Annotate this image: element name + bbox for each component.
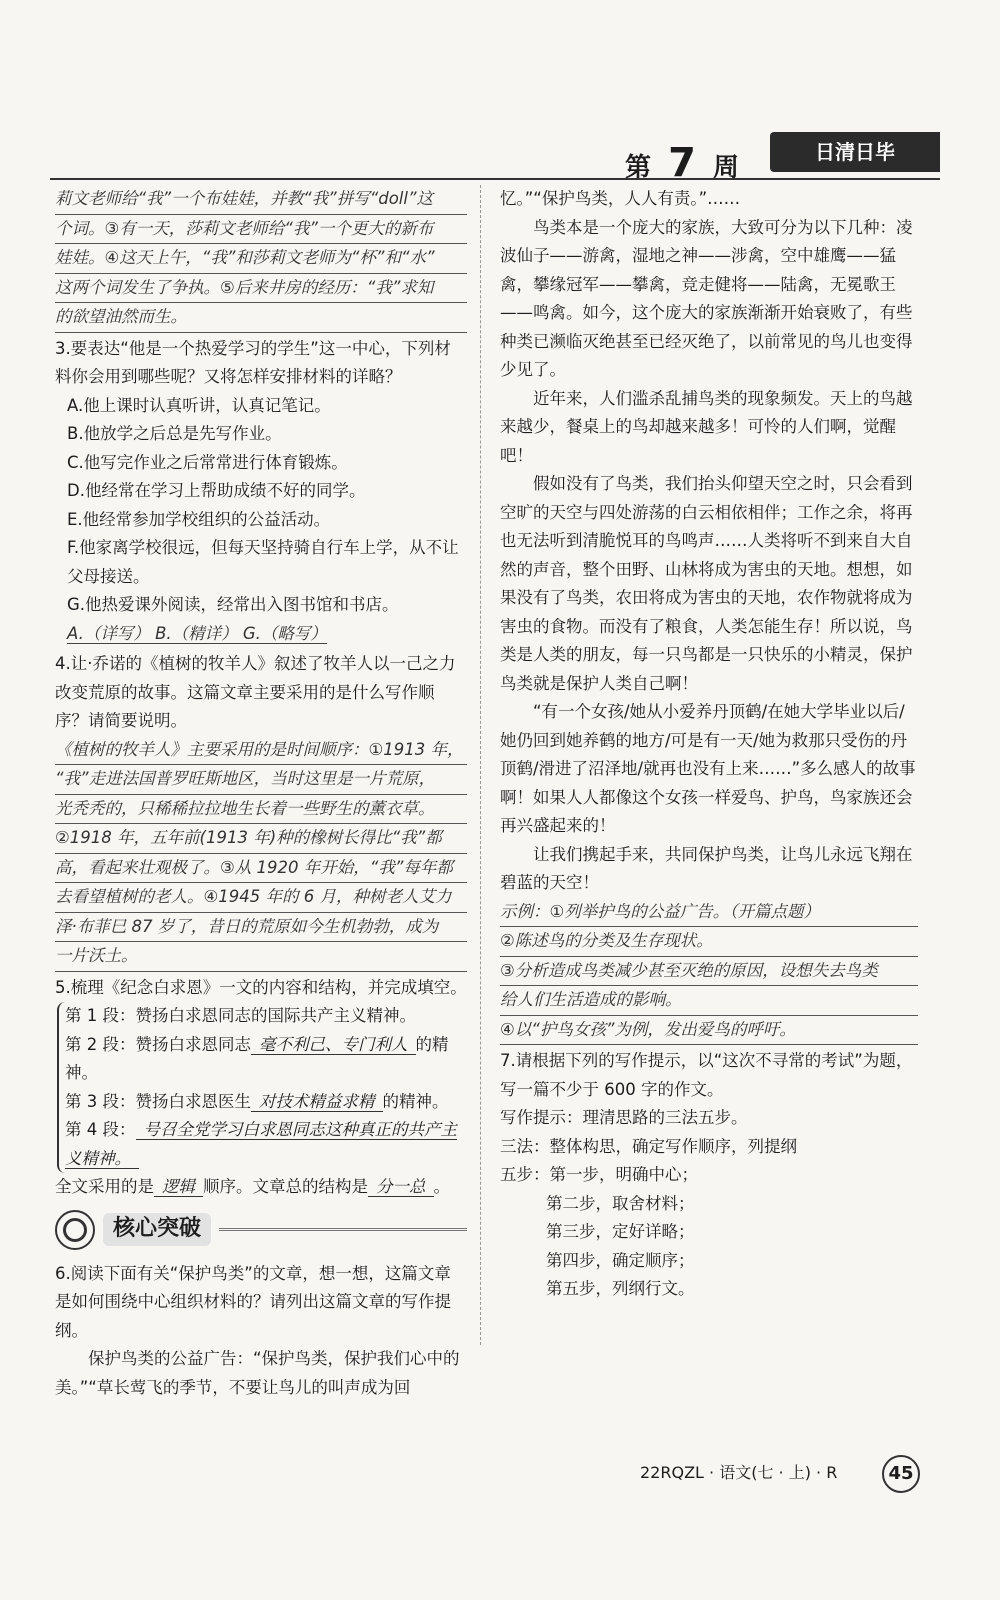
- target-icon: [55, 1210, 95, 1250]
- question-5: 5.梳理《纪念白求恩》一文的内容和结构，并完成填空。 第 1 段：赞扬白求恩同志的国际共产主义精神。 第 2 段：赞扬白求恩同志 毫不利己、专门利人 的精神。 第 3 段：赞扬白求恩医生 对技术精益求精 的精神。 第 4 段： 号召全党学习白求恩同志这种真正的共产主义精神。 全文采用的是 逻辑 顺序。文章总的结构是 分一总 。: [55, 977, 467, 1196]
- section-heading: [55, 1210, 467, 1250]
- week-header: 第 7 周: [625, 140, 743, 186]
- book-code: 22RQZL · 语文(七 · 上) · R: [640, 1463, 838, 1482]
- question-7: 7.请根据下列的写作提示，以“这次不寻常的考试”为题，写一篇不少于 600 字的作文。 写作提示：理清思路的三法五步。 三法：整体构思，确定写作顺序，列提纲 五步：第一步，明确中心； 第二步，取舍材料； 第三步，定好详略； 第四步，确定顺序； 第五步，列纲行文。: [500, 1051, 913, 1298]
- q4-answer: 《植树的牧羊人》主要采用的是时间顺序：①1913 年， “我”走进法国普罗旺斯地区，当时这里是一片荒原， 光秃秃的，只稀稀拉拉地生长着一些野生的薰衣草。 ②1918 年，五年前(1913 年)种的橡树长得比“我”都 高，看起来壮观极了。③从 1920 年开始，“我”每年都 去看望植树的老人。④1945 年的 6 月，种树老人艾力 泽·布菲巳 87 岁了，昔日的荒原如今生机勃勃，成为 一片沃土。: [55, 736, 467, 972]
- section-label: 核心突破: [103, 1213, 211, 1246]
- question-6: 6.阅读下面有关“保护鸟类”的文章，想一想，这篇文章是如何围绕中心组织材料的？请列出这篇文章的写作提纲。 保护鸟类的公益广告：“保护鸟类，保护我们心中的美。”“草长莺飞的季节，不要让鸟儿的叫声成为回: [55, 1263, 460, 1397]
- left-column: [55, 185, 467, 1402]
- daily-tag: 日清日毕: [770, 132, 940, 172]
- question-3: 3.要表达“他是一个热爱学习的学生”这一中心，下列材料你会用到哪些呢？又将怎样安排材料的详略？ A.他上课时认真听讲，认真记笔记。 B.他放学之后总是先写作业。 C.他写完作业之后常常进行体育锻炼。 D.他经常在学习上帮助成绩不好的同学。 E.他经常参加学校组织的公益活动。 F.他家离学校很远，但每天坚持骑自行车上学，从不让父母接送。 G.他热爱课外阅读，经常出入图书馆和书店。 A.（详写） B.（精详） G.（略写）: [55, 338, 459, 643]
- question-4: 4.让·乔诺的《植树的牧羊人》叙述了牧羊人以一己之力改变荒原的故事。这篇文章主要采用的是什么写作顺序？请简要说明。 《植树的牧羊人》主要采用的是时间顺序：①1913 年， “我”走进法国普罗旺斯地区，当时这里是一片荒原， 光秃秃的，只稀稀拉拉地生长着一些野生的薰衣草。 ②1918 年，五年前(1913 年)种的橡树长得比“我”都 高，看起来壮观极了。③从 1920 年开始，“我”每年都 去看望植树的老人。④1945 年的 6 月，种树老人艾力 泽·布菲巳 87 岁了，昔日的荒原如今生机勃勃，成为 一片沃土。: [55, 650, 467, 972]
- right-column: 忆。”“保护鸟类，人人有责。”…… 鸟类本是一个庞大的家族，大致可分为以下几种：凌波仙子——游禽，湿地之神——涉禽，空中雄鹰——猛禽，攀缘冠军——攀禽，竞走健将——陆禽，无冕歌王——鸣禽。如今，这个庞大的家族渐渐开始衰败了，有些种类已濒临灭绝甚至已经灭绝了，以前常见的鸟儿也变得少见了。 近年来，人们滥杀乱捕鸟类的现象频发。天上的鸟越来越少，餐桌上的鸟却越来越多！可怜的人们啊，觉醒吧！ 假如没有了鸟类，我们抬头仰望天空之时，只会看到空旷的天空与四处游荡的白云相依相伴；工作之余，将再也无法听到清脆悦耳的鸟鸣声……人类将听不到来自大自然的声音，整个田野、山林将成为害虫的天地。想想，如果没有了鸟类，农田将成为害虫的天地，农作物就将成为害虫的食物。而没有了粮食，人类怎能生存！所以说，鸟类是人类的朋友，每一只鸟都是一只快乐的小精灵，保护鸟类就是保护人类自己啊！ “有一个女孩/她从小爱养丹顶鹤/在她大学毕业以后/她仍回到她养鹤的地方/可是有一天/她为救那只受伤的丹顶鹤/滑进了沼泽地/就再也没有上来……”多么感人的故事啊！如果人人都像这个女孩一样爱鸟、护鸟，鸟家族还会再兴盛起来的！ 让我们携起手来，共同保护鸟类，让鸟儿永远飞翔在碧蓝的天空！ 示例：①列举护鸟的公益广告。（开篇点题） ②陈述鸟的分类及生存现状。 ③分析造成鸟类减少甚至灭绝的原因，设想失去鸟类 给人们生活造成的影响。 ④以“护鸟女孩”为例，发出爱鸟的呼吁。 7.请根据下列的写作提示，以“这次不寻常的考试”为题，写一篇不少于 600 字的作文。 写作提示：理清思路的三法五步。 三法：整体构思，确定写作顺序，列提纲 五步：第一步，明确中心； 第二步，取舍材料； 第三步，定好详略； 第四步，确定顺序； 第五步，列纲行文。: [500, 185, 918, 1304]
- q3-answer: A.（详写） B.（精详） G.（略写）: [67, 623, 327, 643]
- column-divider: [480, 185, 481, 1345]
- previous-answer: 莉文老师给“我”一个布娃娃，并教“我”拼写“doll”这 个词。③有一天，莎莉文老师给“我”一个更大的新布 娃娃。④这天上午，“我”和莎莉文老师为“杯”和“水” 这两个词发生了争执。⑤后来井房的经历：“我”求知 的欲望油然而生。: [55, 185, 467, 333]
- page-number: 45: [882, 1455, 920, 1493]
- structure-bracket: 第 1 段：赞扬白求恩同志的国际共产主义精神。 第 2 段：赞扬白求恩同志 毫不利己、专门利人 的精神。 第 3 段：赞扬白求恩医生 对技术精益求精 的精神。 第 4 段： 号召全党学习白求恩同志这种真正的共产主义精神。: [57, 1002, 467, 1173]
- q6-answer: 示例：①列举护鸟的公益广告。（开篇点题） ②陈述鸟的分类及生存现状。 ③分析造成鸟类减少甚至灭绝的原因，设想失去鸟类 给人们生活造成的影响。 ④以“护鸟女孩”为例，发出爱鸟的呼吁。: [500, 898, 918, 1046]
- header-rule: [50, 178, 940, 180]
